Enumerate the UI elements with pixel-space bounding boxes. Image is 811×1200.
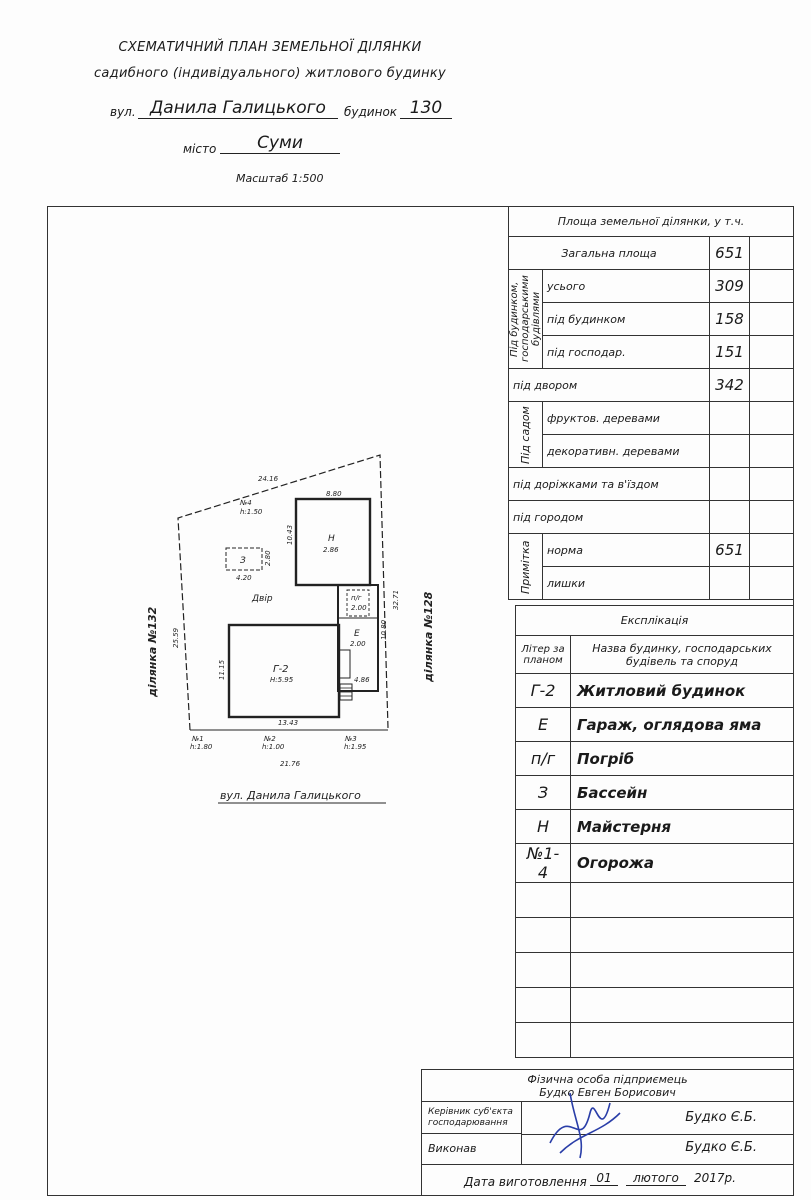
yard-area-label: під двором: [509, 369, 710, 402]
row-name: Огорожа: [571, 844, 794, 883]
empty-row: [516, 988, 794, 1023]
house-width: 13.43: [278, 719, 299, 727]
blank-cell: [571, 918, 794, 953]
pool-width: 4.20: [236, 574, 252, 582]
row-letter: З: [516, 776, 571, 810]
yard-label: Двір: [252, 594, 273, 604]
paths-label: під доріжками та в'їздом: [509, 468, 710, 501]
dim-right: 32.71: [392, 589, 400, 610]
blank-cell: [571, 883, 794, 918]
norm-value: 651: [710, 534, 750, 567]
fruit-label: фруктов. деревами: [543, 402, 710, 435]
row-name: Гараж, оглядова яма: [571, 708, 794, 742]
blank-cell: [750, 270, 794, 303]
dim-bottom: 21.76: [280, 760, 301, 768]
explication-table: [515, 605, 794, 1058]
blank-cell: [571, 953, 794, 988]
street-value: Данила Галицького: [138, 98, 338, 119]
head-name: Будко Є.Б.: [685, 1110, 757, 1125]
total-value: 651: [710, 237, 750, 270]
note-group-cell: [509, 534, 543, 600]
col-letter-header: Літер за планом: [516, 636, 571, 674]
house-value: 130: [400, 98, 452, 119]
row-letter: Е: [516, 708, 571, 742]
blank-cell: [571, 1023, 794, 1058]
title-line-1: СХЕМАТИЧНИЙ ПЛАН ЗЕМЕЛЬНОЇ ДІЛЯНКИ: [118, 40, 422, 55]
all-label: усього: [543, 270, 710, 303]
signature-image: [540, 1083, 630, 1163]
garden-group-cell: [509, 402, 543, 468]
empty-row: [516, 1023, 794, 1058]
row-name: Погріб: [571, 742, 794, 776]
blank-cell: [750, 567, 794, 600]
blank-cell: [710, 468, 750, 501]
blank-cell: [710, 435, 750, 468]
area-title: Площа земельної ділянки, у т.ч.: [509, 207, 794, 237]
house-letter: Г-2: [273, 664, 289, 675]
row-name: Житловий будинок: [571, 674, 794, 708]
garage-letter: Е: [354, 629, 360, 639]
row-letter: Н: [516, 810, 571, 844]
empty-row: [516, 883, 794, 918]
blank-cell: [710, 402, 750, 435]
explication-row: [516, 742, 794, 776]
blank-cell: [516, 883, 571, 918]
city-value: Суми: [220, 133, 340, 154]
entity-line-2: Будко Евген Борисович: [539, 1086, 676, 1099]
neighbor-right: ділянка №128: [422, 591, 435, 682]
workshop-letter: Н: [328, 534, 335, 544]
porch: [339, 650, 350, 678]
fence-2: №2: [264, 735, 276, 743]
explication-row: [516, 708, 794, 742]
blank-cell: [710, 567, 750, 600]
blank-cell: [516, 1023, 571, 1058]
blank-cell: [516, 918, 571, 953]
hosp-label: під господар.: [543, 336, 710, 369]
col-name-header: Назва будинку, господарських будівель та споруд: [571, 636, 794, 674]
row-letter: Г-2: [516, 674, 571, 708]
explication-row: [516, 674, 794, 708]
explication-row: [516, 776, 794, 810]
explication-rows: [516, 674, 794, 883]
date-label: Дата виготовлення: [464, 1175, 587, 1189]
workshop-side: 10.43: [286, 524, 294, 545]
blank-cell: [750, 501, 794, 534]
cellar-height: 2.00: [351, 604, 367, 612]
row-letter: п/г: [516, 742, 571, 776]
all-value: 309: [710, 270, 750, 303]
fence-1: №1: [192, 735, 204, 743]
house-height: Н:5.95: [270, 676, 294, 684]
row-name: Майстерня: [571, 810, 794, 844]
row-name: Бассейн: [571, 776, 794, 810]
executor-name: Будко Є.Б.: [685, 1140, 757, 1155]
entity-line-1: Фізична особа підприємець: [527, 1073, 688, 1086]
blank-cell: [516, 988, 571, 1023]
garden-group: Під садом: [519, 405, 532, 464]
street-label: вул.: [110, 105, 136, 119]
cellar-letter: п/г: [351, 594, 362, 602]
house-area-value: 158: [710, 303, 750, 336]
blank-cell: [750, 369, 794, 402]
date-day: 01: [590, 1171, 618, 1186]
note-group: Примітка: [519, 539, 532, 594]
house-area-label: під будинком: [543, 303, 710, 336]
dim-top: 24.16: [258, 475, 279, 483]
neighbor-left: ділянка №132: [146, 606, 159, 697]
blank-cell: [750, 534, 794, 567]
plot-boundary: [178, 455, 388, 730]
fence-3: №3: [345, 735, 357, 743]
blank-cell: [710, 501, 750, 534]
street-bottom-label: вул. Данила Галицького: [220, 789, 361, 802]
blank-cell: [750, 336, 794, 369]
workshop-width: 8.80: [326, 490, 342, 498]
house-label: будинок: [344, 105, 398, 119]
blank-cell: [516, 953, 571, 988]
hosp-value: 151: [710, 336, 750, 369]
norm-label: норма: [543, 534, 710, 567]
total-label: Загальна площа: [509, 237, 710, 270]
empty-row: [516, 918, 794, 953]
blank-cell: [750, 468, 794, 501]
date-row: [422, 1164, 793, 1195]
pool-letter: З: [240, 556, 246, 566]
scale-label: Масштаб 1:500: [236, 172, 324, 185]
house-side: 11.15: [218, 659, 226, 680]
porch-dim: 4.86: [354, 676, 370, 684]
blank-cell: [750, 237, 794, 270]
fence-3-height: h:1.95: [344, 743, 367, 751]
excess-label: лишки: [543, 567, 710, 600]
decor-label: декоративн. деревами: [543, 435, 710, 468]
executor-label: Виконав: [422, 1134, 522, 1164]
explication-title: Експлікація: [516, 606, 794, 636]
area-table: [508, 206, 794, 600]
row-letter: №1-4: [516, 844, 571, 883]
fence-2-height: h:1.00: [262, 743, 285, 751]
blank-cell: [571, 988, 794, 1023]
blank-cell: [750, 303, 794, 336]
pool-height: 2.80: [264, 550, 272, 566]
dim-left: 25.59: [172, 627, 180, 648]
date-month: лютого: [626, 1171, 686, 1186]
explication-row: [516, 810, 794, 844]
yard-area-value: 342: [710, 369, 750, 402]
built-group-cell: [509, 270, 543, 369]
vegetable-label: під городом: [509, 501, 710, 534]
blank-cell: [750, 435, 794, 468]
empty-row: [516, 953, 794, 988]
title-line-2: садибного (індивідуального) житлового будинку: [93, 66, 447, 81]
city-label: місто: [183, 142, 217, 156]
date-year: 2017р.: [694, 1171, 736, 1185]
garage-height: 2.00: [350, 640, 366, 648]
fence-4: №4: [240, 499, 252, 507]
fence-4-height: h:1.50: [240, 508, 263, 516]
blank-cell: [750, 402, 794, 435]
dim-right-inner: 10.80: [380, 619, 388, 640]
built-group: Під будинком, господарськими будівлями: [509, 275, 542, 363]
explication-row: [516, 844, 794, 883]
fence-1-height: h:1.80: [190, 743, 213, 751]
workshop-height: 2.86: [323, 546, 339, 554]
head-label: Керівник суб'єкта господарювання: [422, 1102, 522, 1134]
